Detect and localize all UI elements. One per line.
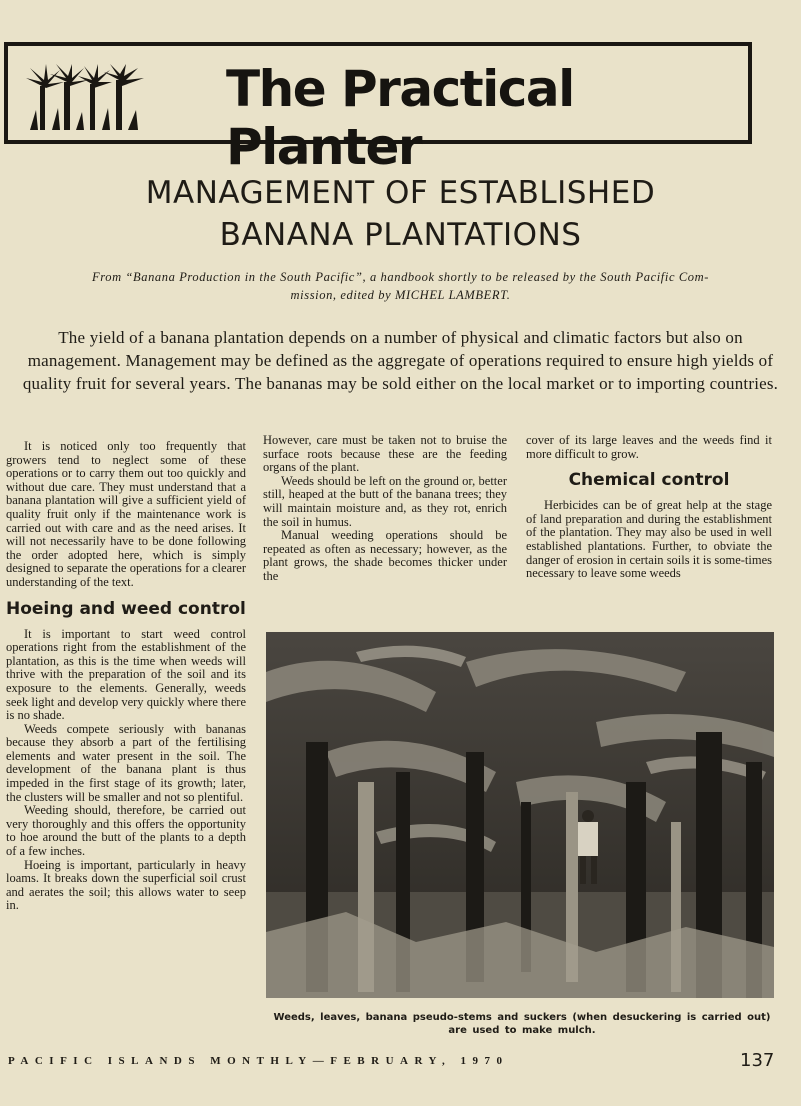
column-3-paragraph-1: cover of its large leaves and the weeds find it more difficult to grow. [526, 433, 772, 461]
header-banner [4, 42, 752, 176]
photo-caption: Weeds, leaves, banana pseudo-stems and suckers (when desuckering is carried out) are used to make mulch. [273, 1012, 771, 1036]
column-1-paragraph-1: It is noticed only too frequently that growers tend to neglect some of these operations or to carry them out too quickly and without due care. They must understand that a banana plantation will give a sufficient yield of quality fruit only if the maintenance work is carried out with care and as the need arises. It will not necessarily have to be done following the order adopted here, which is simply designed to separate the operations for a clearer understanding of the text. [6, 439, 246, 589]
column-1-paragraph-4: Weeding should, therefore, be carried out very thoroughly and this offers the opportunity to hoe around the butt of the plants to a depth of a few inches. [6, 803, 246, 859]
source-line-1: From “Banana Production in the South Pacific”, a handbook shortly to be released by the South Pacific Com- [92, 270, 709, 284]
column-2-paragraph-2: Weeds should be left on the ground or, better still, heaped at the butt of the banana trees; they will maintain moisture and, as they rot, enrich the soil in humus. [263, 473, 507, 529]
column-3 [526, 434, 772, 581]
column-1-paragraph-5: Hoeing is important, particularly in heavy loams. It breaks down the superficial soil crust and aerates the soil; this allows water to seep in. [6, 857, 246, 913]
palm-trees-logo-icon [24, 64, 150, 134]
page-number: 137 [740, 1050, 775, 1071]
section-title: The Practical Planter [226, 60, 574, 176]
column-3-paragraph-2: Herbicides can be of great help at the stage of land preparation and during the establishment of the plantation. They may also be used in well established plantations. Further, to obviate the danger of erosion in certain soils it is some-times necessary to leave some weeds [526, 498, 772, 581]
headline-line-1: MANAGEMENT OF ESTABLISHED [145, 175, 656, 211]
column-1 [6, 440, 246, 913]
banana-plantation-photo [266, 632, 774, 998]
heading-hoeing-weed-control: Hoeing and weed control [6, 598, 246, 619]
article-headline [0, 172, 801, 256]
column-1-paragraph-2: It is important to start weed control operations right from the establishment of the plantation, as this is the time when weeds will thrive with the preparation of the soil and its exposure to the elements. Generally, weeds seek light and develop very quickly where there is no shade. [6, 626, 246, 723]
lede-paragraph: The yield of a banana plantation depends on a number of physical and climatic factors but also on management. Management may be defined as the aggregate of operations required to ensure high yields of quality fruit for several years. The bananas may be sold either on the local market or to importing countries. [22, 328, 779, 393]
source-line-2: mission, edited by MICHEL LAMBERT. [290, 288, 511, 302]
footer-publication: PACIFIC ISLANDS MONTHLY—FEBRUARY, 1970 [8, 1055, 509, 1067]
heading-chemical-control: Chemical control [568, 470, 730, 491]
headline-line-2: BANANA PLANTATIONS [219, 217, 582, 253]
column-1-paragraph-3: Weeds compete seriously with bananas because they absorb a part of the fertilising elements and water present in the soil. The development of the banana plant is thus impeded in the first stage of its growth; later, the clusters will be smaller and not so plentiful. [6, 721, 246, 804]
column-2-paragraph-3: Manual weeding operations should be repeated as often as necessary; however, as the plant grows, the shade becomes thicker under the [263, 528, 507, 583]
column-2 [263, 434, 507, 584]
column-2-paragraph-1: However, care must be taken not to bruise the surface roots because these are the feeding organs of the plant. [263, 433, 507, 475]
source-credit [0, 268, 801, 304]
